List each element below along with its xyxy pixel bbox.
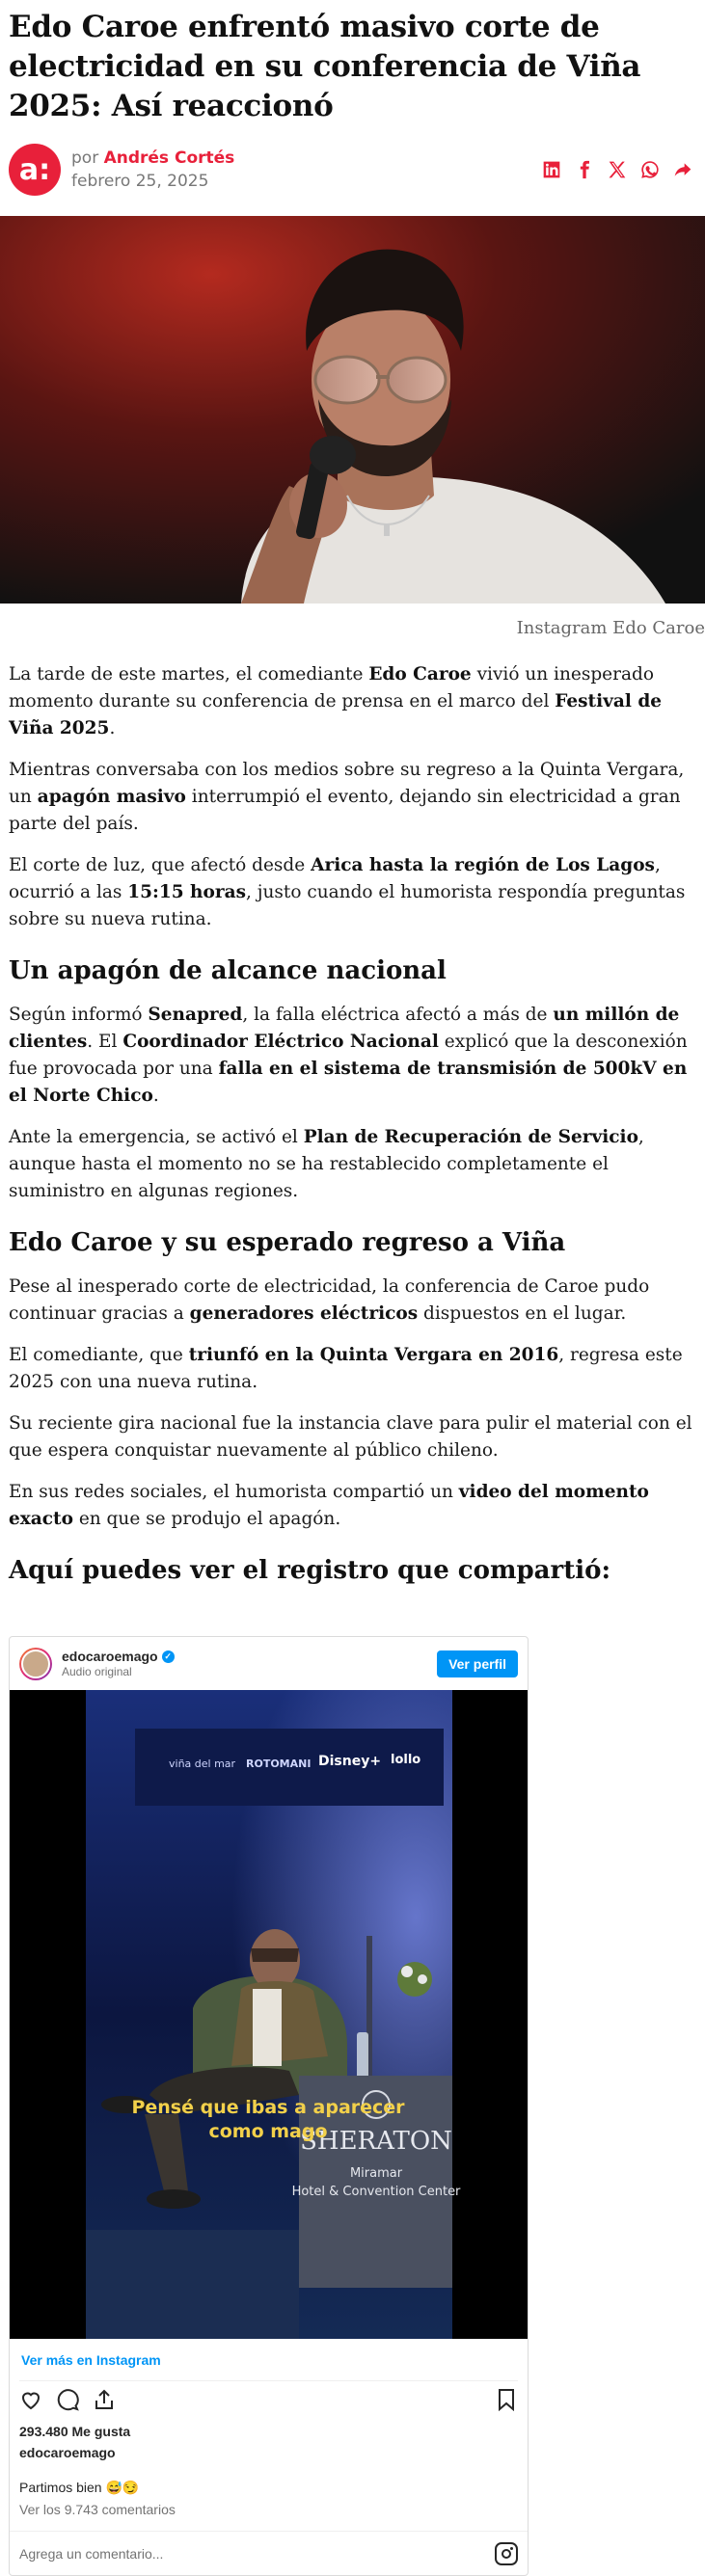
- byline: [0, 142, 705, 198]
- audio-label[interactable]: Audio original: [62, 1665, 132, 1678]
- paragraph-9: En sus redes sociales, el humorista compartió un video del momento exacto en que se produjo el apagón.: [9, 1482, 649, 1529]
- avatar[interactable]: [19, 1648, 52, 1680]
- paragraph-3: El corte de luz, que afectó desde Arica hasta la región de Los Lagos, ocurrió a las 15:15 horas, justo cuando el humorista respondía preguntas sobre su nueva rutina.: [9, 855, 686, 929]
- paragraph-7: El comediante, que triunfó en la Quinta Vergara en 2016, regresa este 2025 con una nueva rutina.: [9, 1345, 683, 1392]
- svg-text:viña del mar: viña del mar: [169, 1758, 236, 1770]
- by-prefix: por: [71, 148, 99, 168]
- paragraph-8: Su reciente gira nacional fue la instancia clave para pulir el material con el que espera conquistar nuevamente al público chileno.: [9, 1413, 692, 1461]
- comment-icon[interactable]: [56, 2388, 79, 2416]
- share-icon[interactable]: [93, 2388, 116, 2416]
- paragraph-5: Ante la emergencia, se activó el Plan de Recuperación de Servicio, aunque hasta el momento no se ha restablecido completamente el suministro en algunas regiones.: [9, 1127, 644, 1201]
- paragraph-1: La tarde de este martes, el comediante Edo Caroe vivió un inesperado momento durante su conferencia de prensa en el marco del Festival de Viña 2025.: [9, 664, 663, 738]
- video-subtitle-1: Pensé que ibas a aparecer: [131, 2097, 405, 2118]
- image-caption: Instagram Edo Caroe: [516, 618, 705, 638]
- sign-line-2: Hotel & Convention Center: [291, 2185, 461, 2199]
- video-subtitle-2: como mago: [208, 2121, 328, 2142]
- view-comments-link[interactable]: Ver los 9.743 comentarios: [19, 2502, 176, 2517]
- subheading-return-vina: Edo Caroe y su esperado regreso a Viña: [9, 1228, 566, 1257]
- article-title: Edo Caroe enfrentó masivo corte de electricidad en su conferencia de Viña 2025: Así reaccionó: [9, 10, 641, 123]
- instagram-actions: [10, 2381, 528, 2422]
- byline-text: [71, 147, 234, 193]
- instagram-user: [62, 1649, 175, 1678]
- paragraph-2: Mientras conversaba con los medios sobre su regreso a la Quinta Vergara, un apagón masivo interrumpió el evento, dejando sin electricidad a gran parte del país.: [9, 760, 685, 834]
- add-comment-input[interactable]: Agrega un comentario...: [19, 2545, 164, 2562]
- likes-count: 293.480 Me gusta: [19, 2424, 131, 2439]
- instagram-logo-icon[interactable]: [495, 2542, 518, 2565]
- share-bar: [542, 160, 696, 179]
- linkedin-icon[interactable]: [542, 160, 561, 179]
- verified-badge-icon: ✓: [162, 1650, 175, 1663]
- subheading-registro: Aquí puedes ver el registro que compartió:: [9, 1556, 611, 1585]
- heart-icon[interactable]: [19, 2388, 42, 2416]
- facebook-icon[interactable]: [575, 160, 594, 179]
- bookmark-icon[interactable]: [495, 2388, 518, 2416]
- paragraph-6: Pese al inesperado corte de electricidad, la conferencia de Caroe pudo continuar gracias a generadores eléctricos dispuestos en el lugar.: [9, 1276, 650, 1324]
- hero-image: [0, 216, 705, 604]
- instagram-embed: [9, 1636, 529, 2576]
- publish-date: febrero 25, 2025: [71, 172, 209, 191]
- svg-text:Disney+: Disney+: [318, 1754, 382, 1769]
- post-caption: Partimos bien 😅😏: [19, 2480, 140, 2495]
- subheading-national-blackout: Un apagón de alcance nacional: [9, 956, 447, 985]
- site-logo[interactable]: a:: [9, 144, 61, 196]
- author-link[interactable]: Andrés Cortés: [103, 148, 235, 168]
- sign-line-1: Miramar: [349, 2166, 403, 2181]
- sign-brand: SHERATON: [300, 2127, 452, 2156]
- instagram-video[interactable]: [10, 1690, 528, 2339]
- share-arrow-icon[interactable]: [673, 160, 692, 179]
- whatsapp-icon[interactable]: [640, 160, 660, 179]
- instagram-header: [10, 1637, 528, 1690]
- view-profile-button[interactable]: Ver perfil: [437, 1650, 518, 1677]
- see-more-link[interactable]: Ver más en Instagram: [19, 2339, 518, 2381]
- post-owner[interactable]: edocaroemago: [19, 2445, 116, 2460]
- add-comment-bar: [10, 2531, 528, 2575]
- paragraph-4: Según informó Senapred, la falla eléctrica afectó a más de un millón de clientes. El Coordinador Eléctrico Nacional explicó que la desconexión fue provocada por una falla en el sistema de transmisión de 500kV en el Norte Chico.: [9, 1005, 688, 1106]
- instagram-username[interactable]: edocaroemago: [62, 1649, 158, 1664]
- svg-text:lollo: lollo: [391, 1753, 421, 1767]
- article-body: [0, 661, 705, 1587]
- svg-text:ROTOMANI: ROTOMANI: [246, 1758, 312, 1770]
- x-icon[interactable]: [608, 160, 627, 179]
